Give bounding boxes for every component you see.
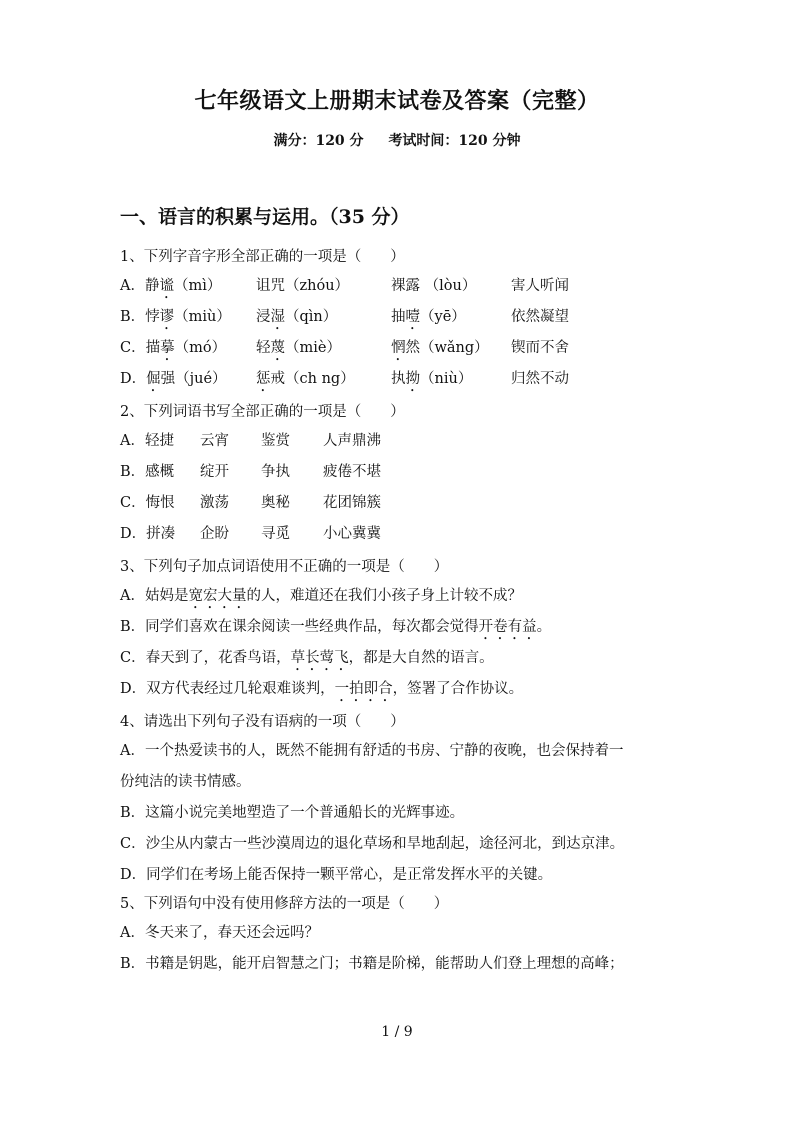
option-line: C．沙尘从内蒙古一些沙漠周边的退化草场和旱地刮起，途径河北，到达京津。 [120, 836, 625, 852]
option-text: 依然凝望 [511, 309, 569, 325]
option-text: 归然不动 [511, 371, 569, 387]
option-line: A．一个热爱读书的人，既然不能拥有舒适的书房、宁静的夜晚，也会保持着一 [120, 743, 624, 759]
option-word: 争执 [261, 464, 290, 480]
option-text: 浸 [256, 309, 271, 325]
option-item [120, 333, 256, 364]
option-word: A．轻捷 [120, 433, 174, 449]
option-text: 悖 [145, 309, 160, 325]
option-text: D．双方代表经过几轮艰难谈判， [120, 681, 335, 697]
question-2-stem: 2、下列词语书写全部正确的一项是（ ） [120, 404, 405, 420]
question-3-options [120, 581, 680, 705]
option-item [391, 302, 511, 333]
option-text: 强（jué） [160, 371, 227, 387]
option-item [256, 333, 391, 364]
option-text: 的人，难道还在我们小孩子身上计较不成？ [246, 588, 522, 604]
option-line [120, 581, 680, 612]
option-text: （niù） [420, 371, 473, 387]
page-number: 1 / 9 [381, 1024, 413, 1040]
option-line: B．这篇小说完美地塑造了一个普通船长的光辉事迹。 [120, 805, 465, 821]
question-1-stem: 1、下列字音字形全部正确的一项是（ ） [120, 249, 405, 265]
emphasized-text: 蔑 [270, 340, 285, 356]
option-text: 静 [144, 278, 160, 294]
option-line: 份纯洁的读书情感。 [120, 774, 251, 790]
option-word: 鉴赏 [261, 433, 290, 449]
option-word: 激荡 [200, 495, 229, 511]
option-text: 。 [536, 619, 552, 635]
option-item [120, 364, 256, 395]
emphasized-text: 谬 [159, 309, 175, 325]
option-word: 疲倦不堪 [323, 464, 381, 480]
emphasized-text: 一拍即合 [334, 681, 393, 697]
option-row [120, 519, 680, 550]
emphasized-text: 谧 [159, 278, 174, 294]
option-item [391, 333, 511, 364]
option-item [391, 364, 511, 395]
option-text: 害人听闻 [511, 278, 569, 294]
question-1-options [120, 271, 680, 395]
emphasized-text: 拗 [405, 371, 420, 387]
option-label: B． [120, 309, 146, 325]
option-text: B．同学们喜欢在课余阅读一些经典作品，每次都会觉得 [120, 619, 479, 635]
option-text: （miù） [174, 309, 231, 325]
option-word: D．拼凑 [120, 526, 176, 542]
exam-info [0, 130, 794, 150]
option-text: （miè） [285, 340, 341, 356]
option-text: 诅咒（zhóu） [256, 278, 350, 294]
question-5-options [120, 918, 680, 980]
option-text: A．姑妈是 [120, 588, 189, 604]
question-content [120, 244, 680, 980]
option-text: （qìn） [285, 309, 338, 325]
option-text: 描 [145, 340, 161, 356]
option-text: 锲而不舍 [511, 340, 569, 356]
option-row [120, 364, 680, 395]
option-line: D．同学们在考场上能否保持一颗平常心，是正常发挥水平的关键。 [120, 867, 553, 883]
question-2-options [120, 426, 680, 550]
emphasized-text: 倔 [146, 371, 161, 387]
full-score: 满分：120 分 [273, 133, 364, 149]
emphasized-text: 惩 [256, 371, 271, 387]
option-text: 裸露 （lòu） [391, 278, 477, 294]
emphasized-text: 噎 [405, 309, 420, 325]
option-word: B．感概 [120, 464, 175, 480]
option-text: （mì） [173, 278, 222, 294]
exam-time: 考试时间：120 分钟 [388, 133, 521, 149]
option-text: （yē） [420, 309, 466, 325]
page-title: 七年级语文上册期末试卷及答案（完整） [194, 88, 600, 114]
option-word: 小心冀冀 [323, 526, 381, 542]
option-word: 绽开 [200, 464, 229, 480]
option-row [120, 488, 680, 519]
option-item [256, 271, 391, 302]
option-word: 奥秘 [261, 495, 290, 511]
option-row [120, 426, 680, 457]
option-label: D． [120, 371, 147, 387]
option-text: 抽 [391, 309, 406, 325]
option-line [120, 612, 680, 643]
section-heading: 一、语言的积累与运用。（35 分） [120, 206, 410, 228]
option-line [120, 674, 680, 705]
option-text: 然（wǎng） [405, 340, 489, 356]
option-word: 企盼 [200, 526, 229, 542]
option-item [120, 271, 256, 302]
option-item [511, 302, 651, 333]
emphasized-text: 宽宏大量 [188, 588, 247, 604]
question-5-stem: 5、下列语句中没有使用修辞方法的一项是（ ） [120, 896, 449, 912]
option-label: A． [120, 278, 145, 294]
option-text: C．春天到了，花香鸟语， [120, 650, 291, 666]
question-3-stem: 3、下列句子加点词语使用不正确的一项是（ ） [120, 559, 449, 575]
option-line: B．书籍是钥匙，能开启智慧之门；书籍是阶梯，能帮助人们登上理想的高峰； [120, 956, 624, 972]
option-word: C．悔恨 [120, 495, 175, 511]
option-word: 云宵 [200, 433, 229, 449]
option-text: 轻 [256, 340, 271, 356]
question-4-options [120, 736, 680, 891]
option-label: C． [120, 340, 146, 356]
option-line [120, 643, 680, 674]
emphasized-text: 湿 [270, 309, 285, 325]
option-item [256, 302, 391, 333]
option-item [120, 302, 256, 333]
option-row [120, 333, 680, 364]
option-text: ，都是大自然的语言。 [348, 650, 494, 666]
option-row [120, 271, 680, 302]
option-item [511, 364, 651, 395]
option-line: A．冬天来了，春天还会远吗？ [120, 925, 319, 941]
question-4-stem: 4、请选出下列句子没有语病的一项（ ） [120, 714, 405, 730]
option-text: ，签署了合作协议。 [392, 681, 524, 697]
emphasized-text: 惘 [391, 340, 406, 356]
option-item [511, 271, 651, 302]
option-item [256, 364, 391, 395]
option-text: （mó） [174, 340, 227, 356]
option-text: 戒（ch ng） [270, 371, 355, 387]
option-item [511, 333, 651, 364]
option-word: 寻觅 [261, 526, 290, 542]
emphasized-text: 草长莺飞 [290, 650, 349, 666]
option-row [120, 302, 680, 333]
emphasized-text: 开卷有益 [478, 619, 537, 635]
emphasized-text: 摹 [160, 340, 175, 356]
option-word: 人声鼎沸 [323, 433, 381, 449]
option-item [391, 271, 511, 302]
option-text: 执 [391, 371, 406, 387]
option-word: 花团锦簇 [323, 495, 381, 511]
option-row [120, 457, 680, 488]
